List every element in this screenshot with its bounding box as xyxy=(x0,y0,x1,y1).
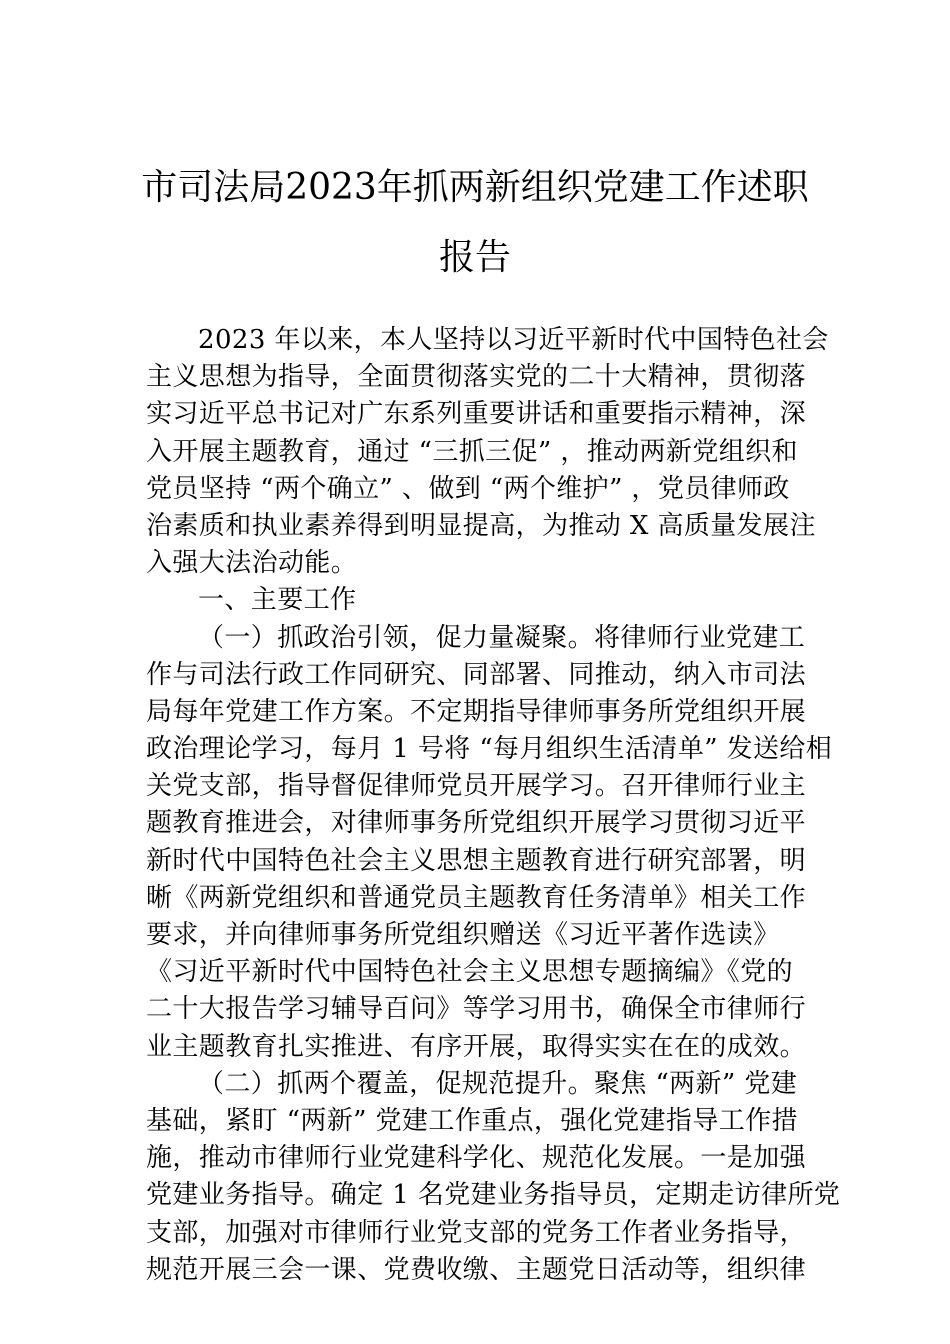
body-line: 支部，加强对市律师行业党支部的党务工作者业务指导， xyxy=(146,1217,807,1248)
body-line: 二十大报告学习辅导百问》等学习用书，确保全市律师行 xyxy=(146,994,807,1025)
body-line: 局每年党建工作方案。不定期指导律师事务所党组织开展 xyxy=(146,696,807,727)
body-line: 入强大法治动能。 xyxy=(146,548,358,579)
body-line: 要求，并向律师事务所党组织赠送《习近平著作选读》 xyxy=(146,920,780,950)
body-line: 《习近平新时代中国特色社会主义思想专题摘编》《党的 xyxy=(146,957,794,988)
body-line: （一）抓政治引领，促力量凝聚。将律师行业党建工 xyxy=(198,622,806,653)
body-line: 晰《两新党组织和普通党员主题教育任务清单》相关工作 xyxy=(146,882,807,913)
body-line: 规范开展三会一课、党费收缴、主题党日活动等，组织律 xyxy=(146,1254,807,1285)
body-line: 基础，紧盯 “两新” 党建工作重点，强化党建指导工作措 xyxy=(146,1105,798,1136)
document-title-line-1: 市司法局2023年抓两新组织党建工作述职 xyxy=(141,167,809,208)
body-line: 新时代中国特色社会主义思想主题教育进行研究部署，明 xyxy=(146,845,807,876)
document-title-line-2: 报告 xyxy=(438,237,511,278)
body-line: 党员坚持 “两个确立” 、做到 “两个维护” ，党员律师政 xyxy=(146,473,790,504)
body-line: 政治理论学习，每月 1 号将 “每月组织生活清单” 发送给相 xyxy=(146,734,833,765)
body-line: 治素质和执业素养得到明显提高，为推动 X 高质量发展注 xyxy=(146,510,816,541)
body-line: 作与司法行政工作同研究、同部署、同推动，纳入市司法 xyxy=(146,659,807,690)
body-line: 党建业务指导。确定 1 名党建业务指导员，定期走访律所党 xyxy=(146,1180,841,1211)
body-line: 关党支部，指导督促律师党员开展学习。召开律师行业主 xyxy=(146,771,807,802)
body-line: 主义思想为指导，全面贯彻落实党的二十大精神，贯彻落 xyxy=(146,362,807,393)
body-line: 实习近平总书记对广东系列重要讲话和重要指示精神，深 xyxy=(146,399,807,430)
body-line: 施，推动市律师行业党建科学化、规范化发展。一是加强 xyxy=(146,1143,807,1174)
body-line: （二）抓两个覆盖，促规范提升。聚焦 “两新” 党建 xyxy=(198,1068,798,1099)
document-body xyxy=(146,322,841,1289)
body-line: 题教育推进会，对律师事务所党组织开展学习贯彻习近平 xyxy=(146,808,807,839)
body-line: 2023 年以来，本人坚持以习近平新时代中国特色社会 xyxy=(198,325,829,355)
body-line: 入开展主题教育，通过 “三抓三促” ，推动两新党组织和 xyxy=(146,436,798,467)
body-line: 业主题教育扎实推进、有序开展，取得实实在在的成效。 xyxy=(146,1031,807,1062)
section-heading: 一、主要工作 xyxy=(198,585,357,616)
